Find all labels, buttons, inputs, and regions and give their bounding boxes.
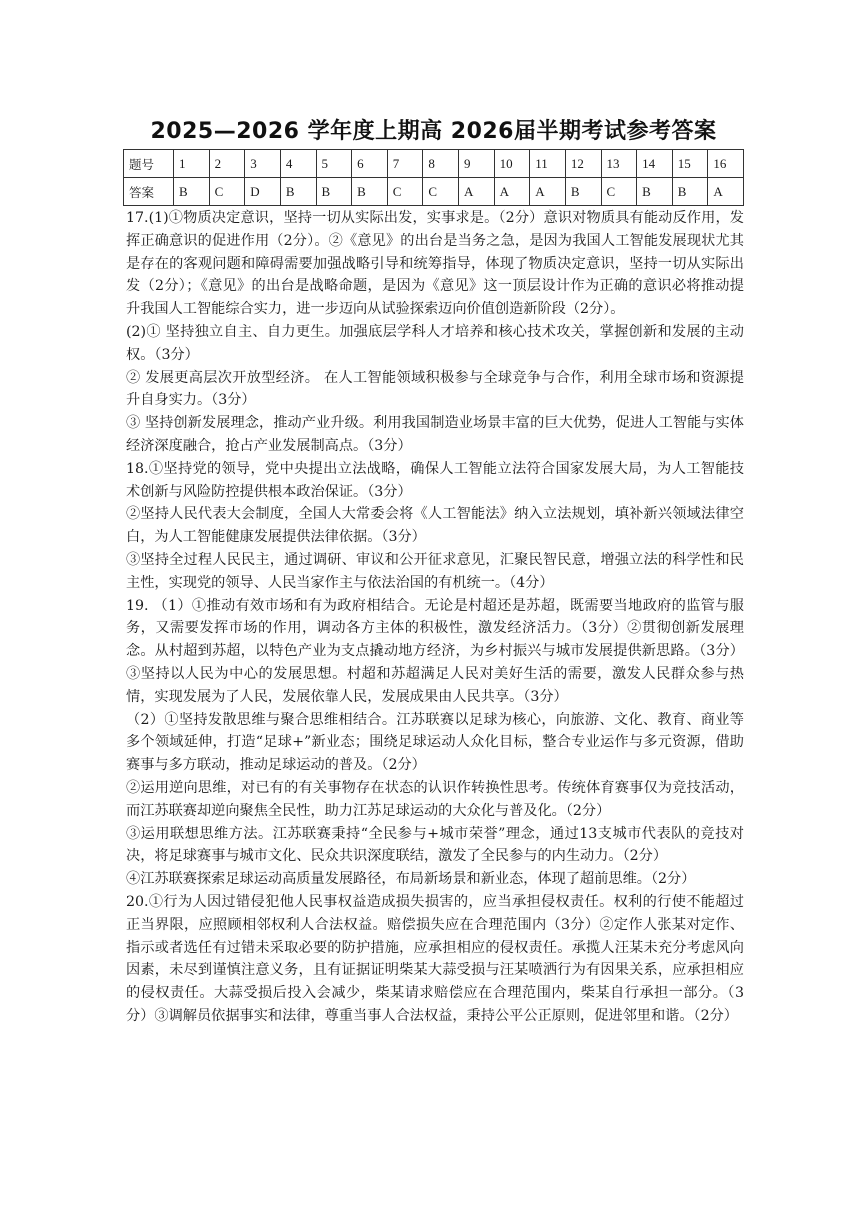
answer-18-point1: 18.①坚持党的领导，党中央提出立法战略，确保人工智能立法符合国家发展大局，为人工智能技术创新与风险防控提供根本政治保证。（3分） — [126, 460, 744, 500]
question-number: 15 — [672, 150, 708, 178]
row-label-question: 题号 — [124, 150, 174, 178]
question-number: 13 — [601, 150, 637, 178]
answer-17-part1: 17.(1)①物质决定意识，坚持一切从实际出发，实事求是。（2分）意识对物质具有能动反作用，发挥正确意识的促进作用（2分）。②《意见》的出台是当务之急，是因为我国人工智能发展现状尤其是存在的客观问题和障碍需要加强战略引导和统筹指导，体现了物质决定意识，坚持一切从实际出发（2分）；《意见》的出台是战略命题，是因为《意见》这一顶层设计作为正确的意识必将推动提升我国人工智能综合实力，进一步迈向从试验探索迈向价值创造新阶段（2分）。 — [126, 210, 744, 318]
answer-17-part2-point1: (2)① 坚持独立自主、自力更生。加强底层学科人才培养和核心技术攻关，掌握创新和发展的主动权。（3分） — [126, 323, 744, 363]
answer-19-part2-point1: （2）①坚持发散思维与聚合思维相结合。江苏联赛以足球为核心，向旅游、文化、教育、商业等多个领域延伸，打造“足球+”新业态；围绕足球运动人众化目标，整合专业运作与多元资源，借助赛事与多方联动，推动足球运动的普及。（2分） — [126, 711, 744, 774]
answer-19-part2-point3: ③运用联想思维方法。江苏联赛秉持“全民参与+城市荣誉”理念，通过13支城市代表队的竞技对决，将足球赛事与城市文化、民众共识深度联结，激发了全民参与的内生动力。（2分） — [126, 825, 744, 865]
question-number: 8 — [423, 150, 459, 178]
answer-cell: C — [387, 178, 423, 206]
question-number: 1 — [174, 150, 210, 178]
answer-cell: B — [174, 178, 210, 206]
question-number: 3 — [245, 150, 281, 178]
question-number: 12 — [565, 150, 601, 178]
answer-20: 20.①行为人因过错侵犯他人民事权益造成损失损害的，应当承担侵权责任。权利的行使不能超过正当界限，应照顾相邻权利人合法权益。赔偿损失应在合理范围内（3分）②定作人张某对定作、指示或者选任有过错未采取必要的防护措施，应承担相应的侵权责任。承揽人汪某未充分考虑风向因素，未尽到谨慎注意义务，且有证据证明柴某大蒜受损与汪某喷洒行为有因果关系，应承担相应的侵权责任。大蒜受损后投入会减少，柴某请求赔偿应在合理范围内，柴某自行承担一部分。（3分）③调解员依据事实和法律，尊重当事人合法权益，秉持公平公正原则，促进邻里和谐。（2分） — [126, 893, 744, 1024]
answer-cell: A — [459, 178, 495, 206]
question-number-row — [124, 150, 744, 178]
answer-cell: C — [209, 178, 245, 206]
answer-cell: B — [316, 178, 352, 206]
question-number: 7 — [387, 150, 423, 178]
answer-cell: A — [494, 178, 530, 206]
answer-row — [124, 178, 744, 206]
answer-cell: A — [708, 178, 744, 206]
answer-17-part2-point2: ② 发展更高层次开放型经济。 在人工智能领域积极参与全球竞争与合作，利用全球市场和资源提升自身实力。（3分） — [126, 369, 744, 409]
question-number: 2 — [209, 150, 245, 178]
page-title: 2025—2026 学年度上期高 2026届半期考试参考答案 — [150, 119, 717, 144]
answer-18-point3: ③坚持全过程人民民主，通过调研、审议和公开征求意见，汇聚民智民意，增强立法的科学性和民主性，实现党的领导、人民当家作主与依法治国的有机统一。（4分） — [126, 551, 744, 591]
answer-cell: B — [672, 178, 708, 206]
question-number: 6 — [352, 150, 388, 178]
answer-19-part1: 19. （1）①推动有效市场和有为政府相结合。无论是村超还是苏超，既需要当地政府的监管与服务，又需要发挥市场的作用，调动各方主体的积极性，激发经济活力。（3分）②贯彻创新发展理念。从村超到苏超，以特色产业为支点撬动地方经济，为乡村振兴与城市发展提供新思路。（3分）③坚持以人民为中心的发展思想。村超和苏超满足人民对美好生活的需要，激发人民群众参与热情，实现发展为了人民，发展依靠人民，发展成果由人民共享。（3分） — [126, 597, 744, 705]
question-number: 4 — [280, 150, 316, 178]
answer-table — [123, 149, 744, 206]
answer-cell: B — [565, 178, 601, 206]
question-number: 10 — [494, 150, 530, 178]
answer-cell: A — [530, 178, 566, 206]
answer-cell: B — [280, 178, 316, 206]
answer-17-part2-point3: ③ 坚持创新发展理念，推动产业升级。利用我国制造业场景丰富的巨大优势，促进人工智能与实体经济深度融合，抢占产业发展制高点。（3分） — [126, 415, 744, 454]
question-number: 11 — [530, 150, 566, 178]
answer-cell: B — [637, 178, 673, 206]
answer-cell: B — [352, 178, 388, 206]
answer-cell: C — [601, 178, 637, 206]
answer-18-point2: ②坚持人民代表大会制度，全国人大常委会将《人工智能法》纳入立法规划，填补新兴领域法律空白，为人工智能健康发展提供法律依据。（3分） — [126, 506, 744, 546]
row-label-answer: 答案 — [124, 178, 174, 206]
question-number: 16 — [708, 150, 744, 178]
answer-19-part2-point2: ②运用逆向思维，对已有的有关事物存在状态的认识作转换性思考。传统体育赛事仅为竞技活动，而江苏联赛却逆向聚焦全民性，助力江苏足球运动的大众化与普及化。（2分） — [126, 779, 744, 819]
answer-19-part2-point4: ④江苏联赛探索足球运动高质量发展路径，布局新场景和新业态，体现了超前思维。（2分） — [126, 871, 696, 888]
answer-cell: C — [423, 178, 459, 206]
answer-body — [126, 207, 744, 1028]
question-number: 5 — [316, 150, 352, 178]
question-number: 9 — [459, 150, 495, 178]
answer-cell: D — [245, 178, 281, 206]
question-number: 14 — [637, 150, 673, 178]
